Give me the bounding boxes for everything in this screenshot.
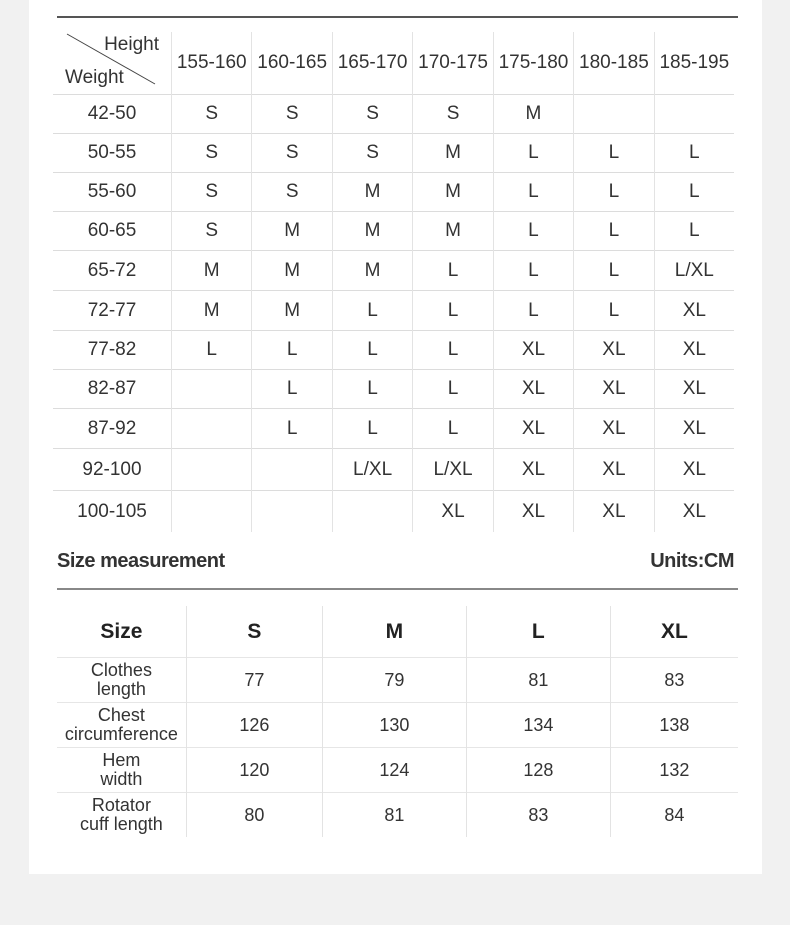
measurement-value: 80 <box>186 793 322 838</box>
size-cell: L <box>493 251 573 291</box>
size-cell <box>172 491 252 533</box>
size-cell: S <box>332 134 412 173</box>
size-cell: XL <box>654 370 734 409</box>
measurement-label-line1: Hem <box>102 750 141 770</box>
size-cell: L <box>413 291 493 331</box>
measurement-value: 84 <box>610 793 738 838</box>
weight-row <box>53 251 734 291</box>
size-cell: L <box>252 409 332 449</box>
size-cell: S <box>172 134 252 173</box>
weight-row <box>53 291 734 331</box>
measurement-value: 83 <box>466 793 610 838</box>
size-cell: S <box>172 173 252 212</box>
size-cell: M <box>172 291 252 331</box>
measurement-value: 83 <box>610 658 738 703</box>
weight-row <box>53 95 734 134</box>
size-column-header: S <box>186 606 322 658</box>
size-cell: XL <box>413 491 493 533</box>
height-range-header: 185-195 <box>654 32 734 95</box>
weight-row <box>53 449 734 491</box>
measurement-label <box>57 703 186 748</box>
size-cell: L <box>332 291 412 331</box>
weight-range-cell: 60-65 <box>53 212 172 251</box>
size-cell: L <box>574 173 654 212</box>
size-cell: S <box>252 95 332 134</box>
size-cell: M <box>252 291 332 331</box>
weight-range-cell: 100-105 <box>53 491 172 533</box>
size-cell: S <box>332 95 412 134</box>
weight-range-cell: 50-55 <box>53 134 172 173</box>
size-cell: L/XL <box>413 449 493 491</box>
size-cell: XL <box>493 491 573 533</box>
measurement-label-line2: cuff length <box>80 814 163 834</box>
measurement-value: 132 <box>610 748 738 793</box>
measurement-row <box>57 748 738 793</box>
size-cell: M <box>413 212 493 251</box>
size-cell: L <box>413 251 493 291</box>
size-cell: XL <box>493 409 573 449</box>
weight-row <box>53 134 734 173</box>
size-cell: L <box>493 212 573 251</box>
size-cell: XL <box>574 449 654 491</box>
weight-row <box>53 409 734 449</box>
height-range-header: 170-175 <box>413 32 493 95</box>
size-cell: S <box>252 134 332 173</box>
size-cell: S <box>172 95 252 134</box>
size-cell: L <box>493 173 573 212</box>
weight-axis-label: Weight <box>65 67 124 88</box>
weight-row <box>53 212 734 251</box>
size-cell <box>172 449 252 491</box>
measurement-row <box>57 658 738 703</box>
size-column-header: XL <box>610 606 738 658</box>
height-header-row <box>53 32 734 95</box>
weight-row <box>53 370 734 409</box>
weight-row <box>53 173 734 212</box>
size-cell: L <box>654 212 734 251</box>
size-cell: XL <box>654 449 734 491</box>
height-range-header: 155-160 <box>172 32 252 95</box>
size-recommendation-table <box>53 32 734 532</box>
units-label: Units:CM <box>650 550 734 572</box>
weight-row <box>53 331 734 370</box>
measurement-value: 77 <box>186 658 322 703</box>
measurement-row <box>57 703 738 748</box>
size-cell: XL <box>574 491 654 533</box>
size-cell: M <box>172 251 252 291</box>
size-cell: L <box>493 291 573 331</box>
size-cell: M <box>252 251 332 291</box>
size-cell: M <box>413 134 493 173</box>
size-cell: XL <box>574 331 654 370</box>
measurement-value: 128 <box>466 748 610 793</box>
weight-range-cell: 55-60 <box>53 173 172 212</box>
size-cell: XL <box>493 331 573 370</box>
measurement-label-line2: circumference <box>64 724 178 744</box>
measurement-label <box>57 793 186 838</box>
size-cell <box>654 95 734 134</box>
measurement-label-line2: length <box>96 679 146 699</box>
measurement-value: 124 <box>322 748 466 793</box>
weight-range-cell: 87-92 <box>53 409 172 449</box>
measurement-row <box>57 793 738 838</box>
size-cell: L <box>413 370 493 409</box>
measurement-value: 81 <box>322 793 466 838</box>
weight-range-cell: 82-87 <box>53 370 172 409</box>
section-title: Size measurement <box>57 550 225 572</box>
size-cell: L <box>574 251 654 291</box>
top-divider <box>57 16 738 18</box>
size-cell: S <box>252 173 332 212</box>
weight-range-cell: 77-82 <box>53 331 172 370</box>
size-header-label: Size <box>100 620 143 643</box>
weight-range-cell: 42-50 <box>53 95 172 134</box>
size-cell: L <box>252 370 332 409</box>
weight-row <box>53 491 734 533</box>
size-cell <box>332 491 412 533</box>
size-cell: L <box>172 331 252 370</box>
size-cell: L <box>654 134 734 173</box>
measurement-value: 120 <box>186 748 322 793</box>
weight-range-cell: 92-100 <box>53 449 172 491</box>
weight-range-cell: 72-77 <box>53 291 172 331</box>
section-divider <box>57 588 738 590</box>
size-cell: L <box>493 134 573 173</box>
height-axis-label: Height <box>104 34 159 55</box>
corner-cell <box>53 32 172 95</box>
measurement-label-line1: Clothes <box>90 660 152 680</box>
size-cell <box>574 95 654 134</box>
size-cell: M <box>332 251 412 291</box>
measurement-value: 81 <box>466 658 610 703</box>
size-cell <box>172 409 252 449</box>
size-cell: L/XL <box>654 251 734 291</box>
size-cell: XL <box>654 409 734 449</box>
measurement-value: 134 <box>466 703 610 748</box>
size-cell: XL <box>493 370 573 409</box>
size-cell: XL <box>574 409 654 449</box>
measurement-label-line1: Chest <box>97 705 145 725</box>
size-column-header: M <box>322 606 466 658</box>
measurement-value: 130 <box>322 703 466 748</box>
size-cell: L <box>332 409 412 449</box>
measurement-value: 79 <box>322 658 466 703</box>
height-range-header: 175-180 <box>493 32 573 95</box>
size-cell: L <box>252 331 332 370</box>
height-range-header: 180-185 <box>574 32 654 95</box>
size-column-header: L <box>466 606 610 658</box>
measurement-label-line2: width <box>100 769 143 789</box>
size-cell: M <box>332 173 412 212</box>
size-cell: L <box>574 212 654 251</box>
size-cell: L <box>332 370 412 409</box>
size-cell: L <box>413 331 493 370</box>
size-cell <box>172 370 252 409</box>
height-range-header: 160-165 <box>252 32 332 95</box>
size-cell: L <box>332 331 412 370</box>
size-cell: XL <box>654 331 734 370</box>
size-cell: XL <box>654 291 734 331</box>
measurement-header-row <box>57 606 738 658</box>
size-cell: L <box>574 291 654 331</box>
size-cell: M <box>413 173 493 212</box>
weight-range-cell: 65-72 <box>53 251 172 291</box>
size-cell: M <box>493 95 573 134</box>
size-cell: L <box>654 173 734 212</box>
measurement-value: 126 <box>186 703 322 748</box>
size-cell: L/XL <box>332 449 412 491</box>
size-cell: M <box>252 212 332 251</box>
measurement-value: 138 <box>610 703 738 748</box>
size-cell: L <box>413 409 493 449</box>
size-cell <box>252 491 332 533</box>
measurement-label-line1: Rotator <box>91 795 151 815</box>
size-cell: M <box>332 212 412 251</box>
size-cell: XL <box>493 449 573 491</box>
size-cell: XL <box>574 370 654 409</box>
size-cell: XL <box>654 491 734 533</box>
size-cell: S <box>413 95 493 134</box>
measurement-label <box>57 748 186 793</box>
height-range-header: 165-170 <box>332 32 412 95</box>
measurement-label <box>57 658 186 703</box>
size-cell <box>252 449 332 491</box>
size-cell: S <box>172 212 252 251</box>
size-cell: L <box>574 134 654 173</box>
size-measurement-table <box>57 606 738 837</box>
